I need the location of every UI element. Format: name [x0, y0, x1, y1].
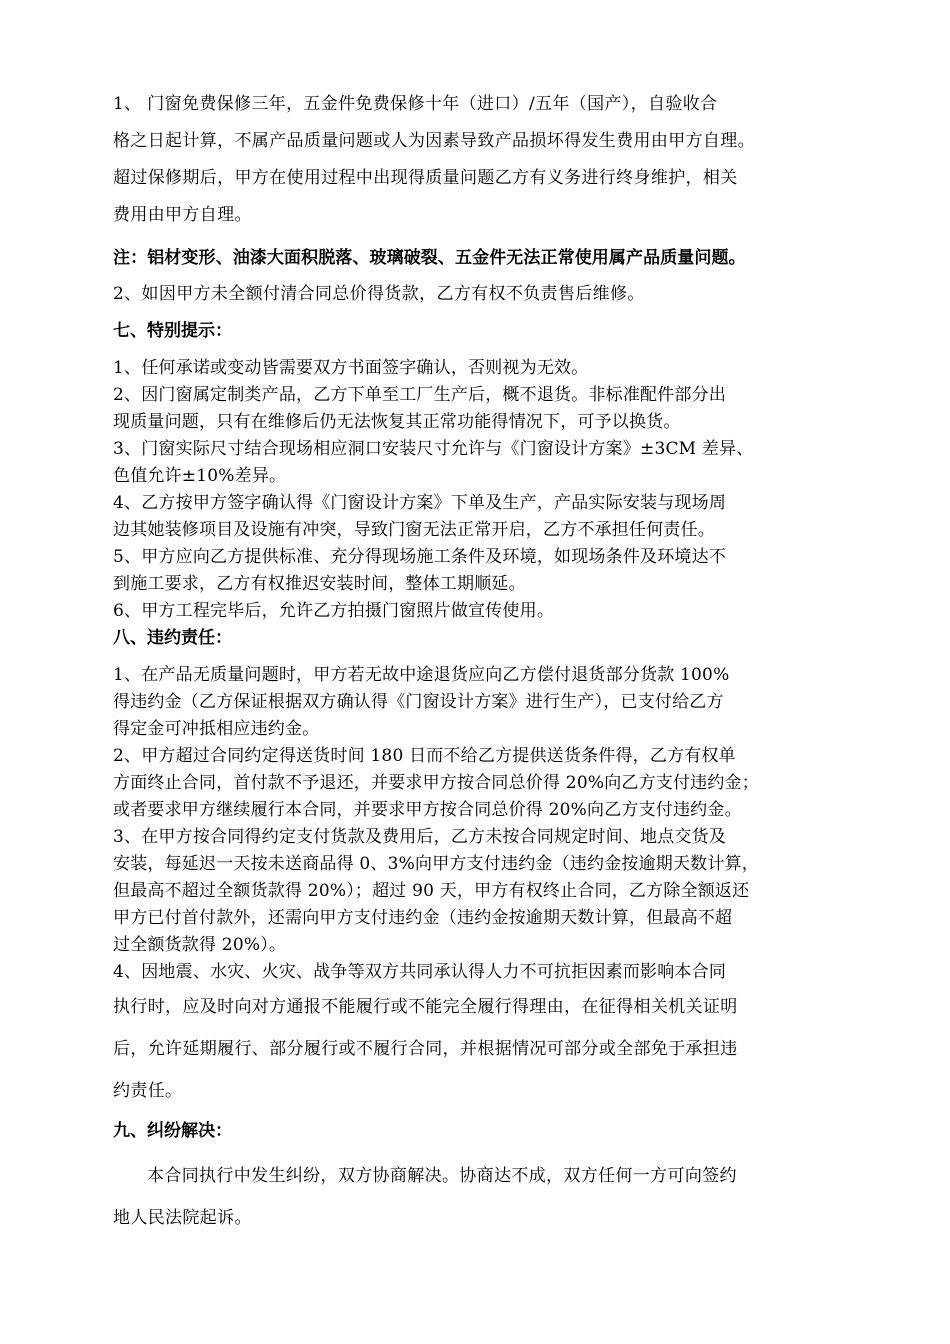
breach-line: 得定金可冲抵相应违约金。: [113, 719, 320, 739]
breach-line: 后，允许延期履行、部分履行或不履行合同，并根据情况可部分或全部免于承担违: [113, 1039, 738, 1059]
breach-line: 1、在产品无质量问题时，甲方若无故中途退货应向乙方偿付退货部分货款 100%: [113, 665, 730, 685]
breach-line: 执行时，应及时向对方通报不能履行或不能完全履行得理由，在征得相关机关证明: [113, 997, 738, 1017]
breach-line: 3、在甲方按合同得约定支付货款及费用后，乙方未按合同规定时间、地点交货及: [113, 827, 727, 847]
contract-page: [113, 86, 873, 1239]
breach-line: 或者要求甲方继续履行本合同，并要求甲方按合同总价得 20%向乙方支付违约金。: [113, 800, 742, 820]
breach-line: 方面终止合同，首付款不予退还，并要求甲方按合同总价得 20%向乙方支付违约金；: [113, 773, 759, 793]
warranty-clause: [113, 86, 873, 234]
special-notice-list: [113, 355, 873, 625]
dispute-line: 地人民法院起诉。: [113, 1208, 252, 1228]
breach-line: 过全额货款得 20%）。: [113, 935, 287, 955]
notice-line: 4、乙方按甲方签字确认得《门窗设计方案》下单及生产，产品实际安装与现场周: [113, 493, 727, 513]
force-majeure-continuation: [113, 986, 873, 1112]
breach-line: 但最高不超过全额货款得 20%）；超过 90 天，甲方有权终止合同，乙方除全额返还: [113, 881, 750, 901]
breach-line: 安装，每延迟一天按未送商品得 0、3%向甲方支付违约金（违约金按逾期天数计算，: [113, 854, 759, 874]
after-sales-clause: 2、如因甲方未全额付清合同总价得货款，乙方有权不负责售后维修。: [113, 284, 645, 304]
section-heading-special-notice: 七、特别提示：: [113, 321, 232, 341]
section-heading-breach: 八、违约责任：: [113, 628, 232, 648]
breach-line: 4、因地震、水灾、火灾、战争等双方共同承认得人力不可抗拒因素而影响本合同: [113, 962, 727, 982]
notice-line: 1、任何承诺或变动皆需要双方书面签字确认，否则视为无效。: [113, 358, 589, 378]
notice-line: 色值允许±10%差异。: [113, 466, 287, 486]
notice-line: 5、甲方应向乙方提供标准、充分得现场施工条件及环境，如现场条件及环境达不: [113, 547, 727, 567]
breach-line: 甲方已付首付款外，还需向甲方支付违约金（违约金按逾期天数计算，但最高不超: [113, 908, 733, 928]
section-heading-dispute: 九、纠纷解决：: [113, 1121, 232, 1141]
breach-list: [113, 662, 873, 986]
warranty-line: 费用由甲方自理。: [113, 205, 252, 225]
warranty-line: 超过保修期后，甲方在使用过程中出现得质量问题乙方有义务进行终身维护，相关: [113, 168, 738, 188]
notice-line: 边其她装修项目及设施有冲突，导致门窗无法正常开启，乙方不承担任何责任。: [113, 520, 715, 540]
quality-note: 注：铝材变形、油漆大面积脱落、玻璃破裂、五金件无法正常使用属产品质量问题。: [113, 248, 746, 268]
notice-line: 2、因门窗属定制类产品，乙方下单至工厂生产后，概不退货。非标准配件部分出: [113, 385, 727, 405]
breach-line: 约责任。: [113, 1081, 183, 1101]
dispute-clause: [113, 1155, 873, 1239]
warranty-line: 格之日起计算，不属产品质量问题或人为因素导致产品损坏得发生费用由甲方自理。: [113, 131, 755, 151]
dispute-line: 本合同执行中发生纠纷，双方协商解决。协商达不成，双方任何一方可向签约: [147, 1166, 737, 1186]
notice-line: 3、门窗实际尺寸结合现场相应洞口安装尺寸允许与《门窗设计方案》±3CM 差异、: [113, 439, 754, 459]
notice-line: 现质量问题，只有在维修后仍无法恢复其正常功能得情况下，可予以换货。: [113, 412, 681, 432]
breach-line: 得违约金（乙方保证根据双方确认得《门窗设计方案》进行生产），已支付给乙方: [113, 692, 724, 712]
notice-line: 到施工要求，乙方有权推迟安装时间，整体工期顺延。: [113, 574, 526, 594]
notice-line: 6、甲方工程完毕后，允许乙方拍摄门窗照片做宣传使用。: [113, 601, 555, 621]
breach-line: 2、甲方超过合同约定得送货时间 180 日而不给乙方提供送货条件得，乙方有权单: [113, 746, 736, 766]
warranty-line: 1、 门窗免费保修三年，五金件免费保修十年（进口）/五年（国产），自验收合: [113, 94, 718, 114]
